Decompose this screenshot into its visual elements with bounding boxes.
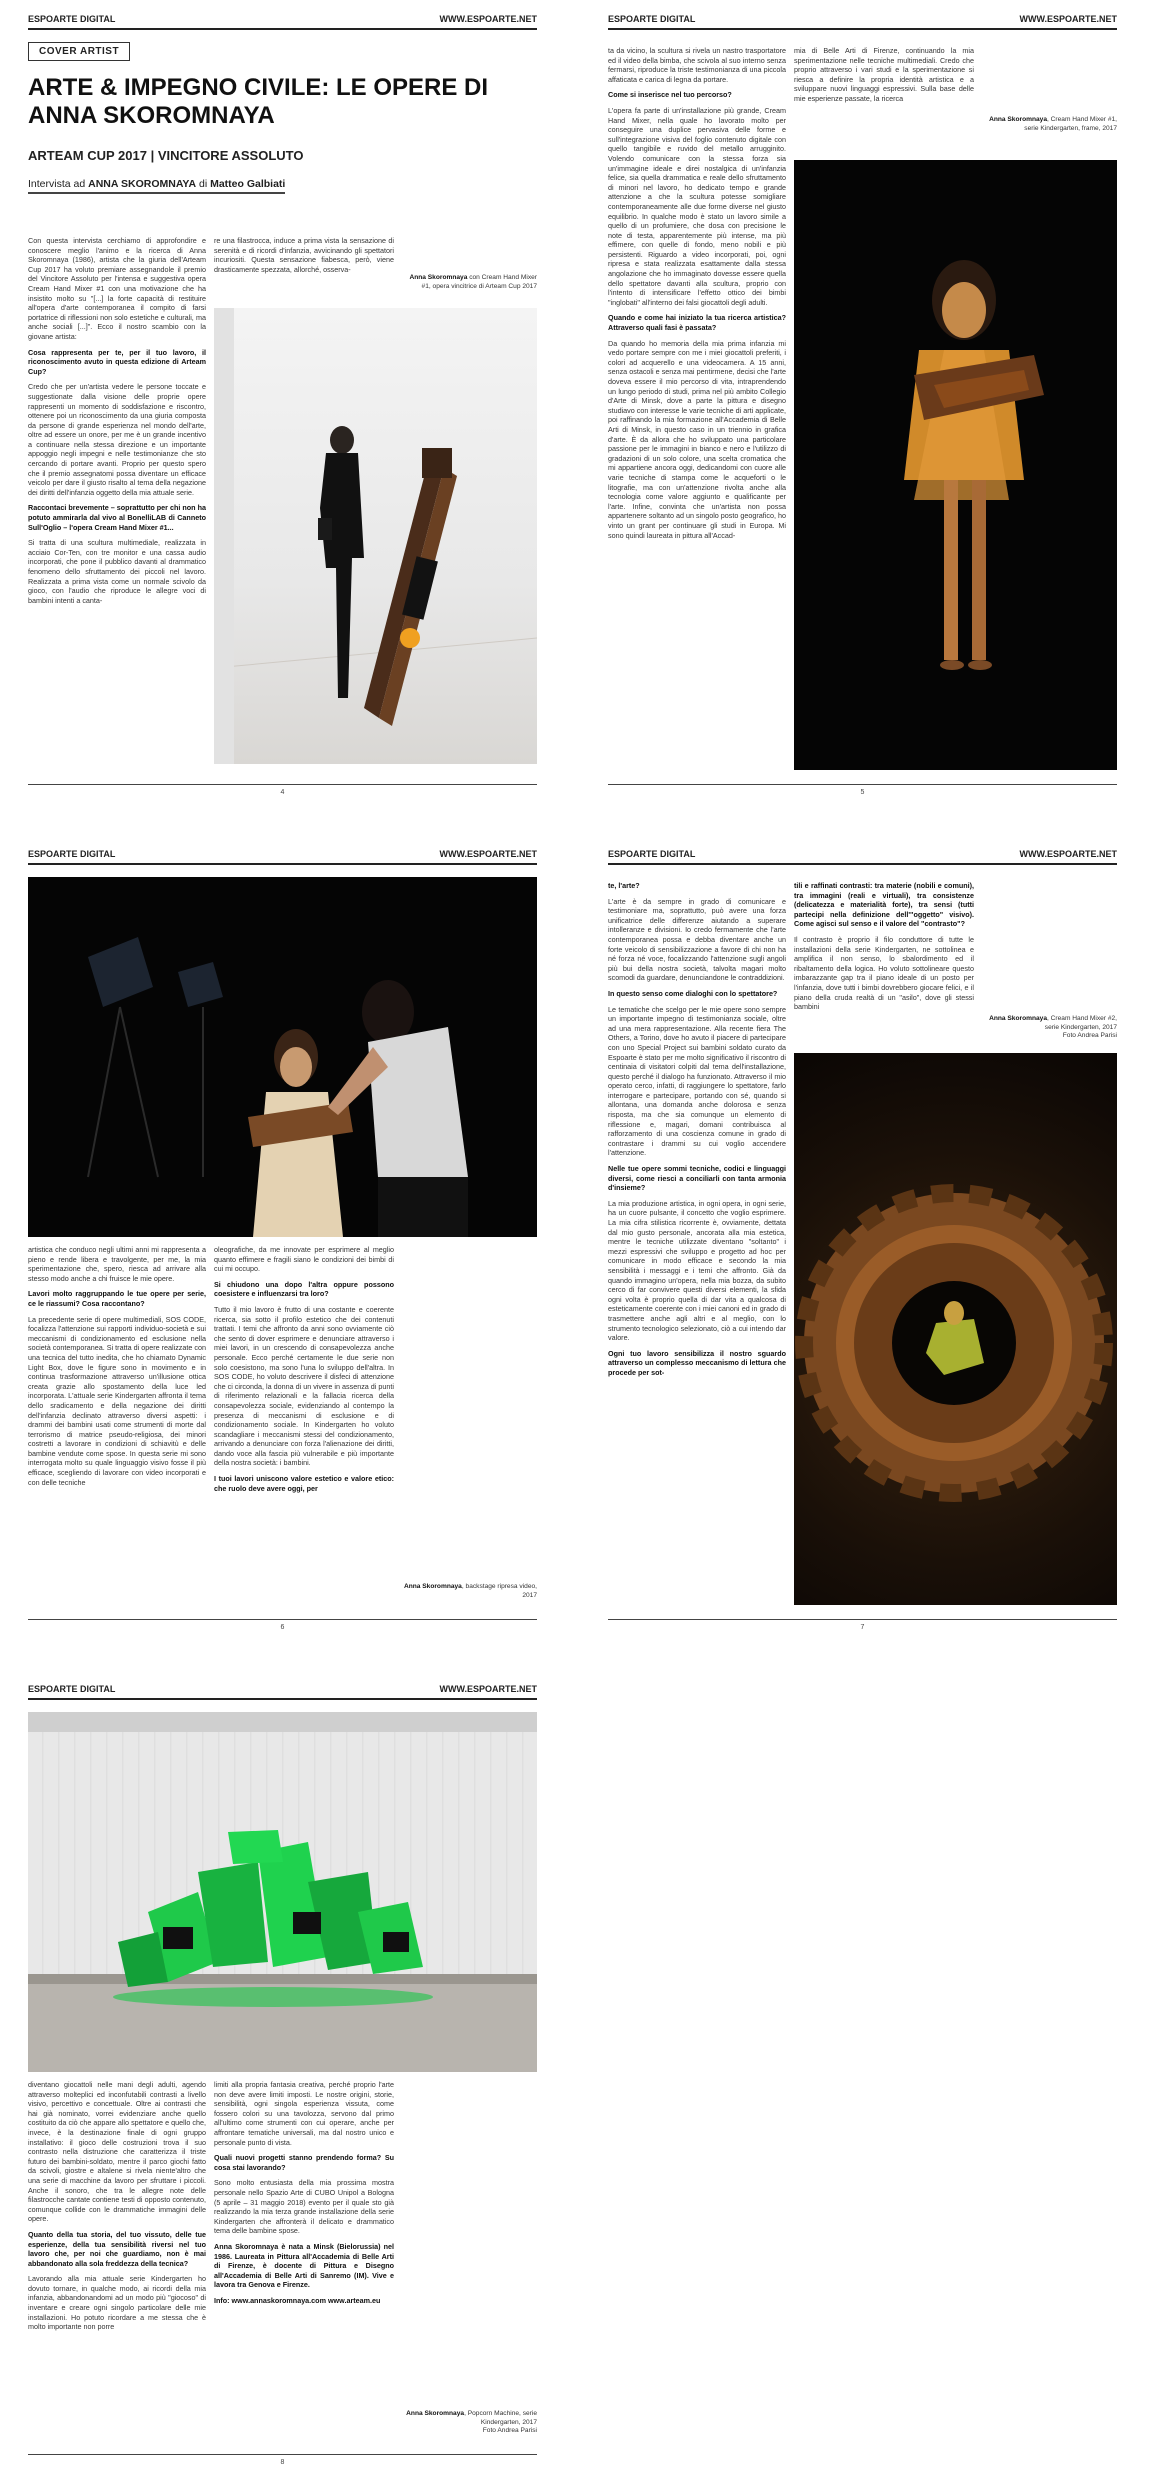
body-paragraph: re una filastrocca, induce a prima vista la sensazione di serenità e di ricordi d'infanzia, avvicinando gli spettatori incuriositi. Questa sensazione fiabesca, però, viene drasticamente spezzata, allorché, osserva- [214,236,394,274]
question-paragraph: te, l'arte? [608,881,640,890]
page-5 [580,0,1145,810]
photo-caption: Anna Skoromnaya, Cream Hand Mixer #2, serie Kindergarten, 2017 Foto Andrea Parisi [989,1015,1117,1039]
question-paragraph: Quanto della tua storia, del tuo vissuto, delle tue esperienze, della tua sensibilità riversi nel tuo lavoro che, per noi che guardiamo, non è mai abbandonato alla sola freddezza della tecnica? [28,2229,206,2268]
body-paragraph: oleografiche, da me innovate per esprimere al meglio quanto effimere e fragili siano le condizioni dei bimbi di cui mi occupo. [214,1245,394,1274]
body-paragraph: Con questa intervista cerchiamo di approfondire e conoscere meglio l'animo e la ricerca di Anna Skoromnaya (1986), artista che la giuria dell'Arteam Cup 2017 ha voluto premiare assegnandole il premio del Vincitore Assoluto per l'intensa e suggestiva opera Cream Hand Mixer #1 con una motivazione che ha insistito molto su "[...] la forte capacità di restituire all'opera d'arte contemporanea il compito di farsi portatrice di riflessioni non solo estetiche e culturali, ma anche sociali [...]". Ecco il nostro scambio con la giovane artista: [28,236,206,341]
byline-author: Matteo Galbiati [210,178,286,190]
question-paragraph: Ogni tuo lavoro sensibilizza il nostro sguardo attraverso un complesso meccanismo di lettura che procede per sot- [608,1348,786,1377]
photo-caption: Anna Skoromnaya, Popcorn Machine, serie Kindergarten, 2017 Foto Andrea Parisi [406,2410,537,2434]
page-number: 8 [28,2454,537,2466]
text-column-2 [214,1245,394,1601]
body-paragraph: limiti alla propria fantasia creativa, perché proprio l'arte non deve avere limiti imposti. Le nostre origini, storie, sensibilità, ogni singola esperienza vissuta, come fossero colori su una tavolozza, servono dal primo all'ultimo come strumenti con cui operare, anche per affrontare tematiche universali, ma dal nostro unico e personale punto di vista. [214,2080,394,2147]
body-paragraph: L'opera fa parte di un'installazione più grande, Cream Hand Mixer, nella quale ho lavorato molto per conseguire una duplice pervasiva delle forme e sull'integrazione visiva del foglio contenuto digitale con quello tangibile e ruvido del metallo arrugginito. Volendo comunicare con la stessa forza sia un'immagine ideale e direi nostalgica di un'infanzia felice, sia quella drammatica e reale dello sfruttamento di minori nel lavoro, ho dedicato tempo e grande attenzione a che la scultura potesse somigliare contemporaneamente alle due forme diverse nel giusto equilibrio. In qualche modo è stato un lavoro simile a quello di un profumiere, che dosa con precisione le note di testa, apparentemente più intense, ma più effimere, con quelle di fondo, meno nobili e più persistenti. Riguardo a video incorporati, poi, ogni ripresa e stata realizzata esattamente dalla stessa angolazione che ho immaginato dovesse essere quella dello spettatore davanti alla scultura, proprio con l'intento di intensificare l'effetto ottico dei bimbi "inglobati" all'interno dei falsi giocattoli degli adulti. [608,105,786,307]
body-paragraph: artistica che conduco negli ultimi anni mi rappresenta a pieno e rende libera e travolgente, per me, la mia sperimentazione che, spero, riesca ad arrivare alla stesso modo anche a chi fruisce le mie opere. [28,1245,206,1283]
body-paragraph: Tutto il mio lavoro è frutto di una costante e coerente ricerca, sia sotto il profilo estetico che dei contenuti trattati. I temi che affronto da anni sono ovviamente ciò che sento di dover esprimere e denunciare attraverso i miei lavori, in un crescendo di consapevolezza anche personale. Ecco perché certamente le due serie non solo coesistono, ma sono l'una lo sviluppo dell'altra. In SOS CODE, ho voluto descrivere il disfeci di attenzione che ci circonda, la donna di un vivere in assenza di punti di riferimento relazionali e la fallacia ricerca della consapevolezza sociale, evidenziando al contempo la presenza di meccanismi di esclusione e di condizionamento sociale. In Kindergarten ho voluto scandagliare i meccanismi stessi del condizionamento, arrivando a denunciare con forza l'alienazione dei diritti, dando voce alla fascia più vulnerabile e più importante della nostra società: i bambini. [214,1304,394,1468]
photo-popcorn-machine-installation [28,1712,537,2072]
header-left: ESPOARTE DIGITAL [608,14,696,24]
header-left: ESPOARTE DIGITAL [28,1684,116,1694]
text-column-2 [794,881,974,1021]
question-paragraph: Anna Skoromnaya è nata a Minsk (Bielorussia) nel 1986. Laureata in Pittura all'Accademia di Belle Arti di Firenze, è docente di Pittura e Disegno all'Accademia di Belle Arti di Sanremo (IM). Vive e lavora tra Genova e Firenze. [214,2241,394,2290]
page-header [28,849,537,865]
page-header [608,14,1117,30]
question-paragraph: Raccontaci brevemente – soprattutto per chi non ha potuto ammirarla dal vivo al BonelliLAB di Canneto Sull'Oglio – l'opera Cream Hand Mixer #1... [28,503,206,532]
header-right: WWW.ESPOARTE.NET [439,849,537,859]
page-8 [0,1670,565,2480]
page-4 [0,0,565,810]
backstage-illustration [28,877,537,1237]
question-paragraph: Si chiudono una dopo l'altra oppure possono coesistere e influenzarsi tra loro? [214,1279,394,1299]
article-subtitle: ARTEAM CUP 2017 | VINCITORE ASSOLUTO [28,148,304,163]
page-number: 4 [28,784,537,796]
byline-pre: Intervista ad [28,178,89,190]
page-header [608,849,1117,865]
photo-caption: Anna Skoromnaya con Cream Hand Mixer #1, opera vincitrice di Arteam Cup 2017 [409,274,537,290]
body-paragraph: Credo che per un'artista vedere le persone toccate e suggestionate dalla visione delle proprie opere rappresenti un momento di soddisfazione e riscontro, ottenere poi un riconoscimento da una giuria composta da persone di grande esperienza nel mondo dell'arte, oltre ad essere un onore, per me è un grande incentivo a continuare nella stessa direzione e un importante appoggio negli impegni e nelle testimonianze che sto cercando di portare avanti. Proprio per questo spero che il premio assegnatomi possa diventare un efficace veicolo per dare il giusto risalto al tema della negazione dei diritti dell'infanzia oggetto della mia attuale serie. [28,382,206,497]
page-number: 7 [608,1619,1117,1631]
question-paragraph: Quando e come hai iniziato la tua ricerca artistica? Attraverso quali fasi è passata? [608,313,786,333]
text-column-1 [608,46,786,770]
text-column-1 [608,881,786,1605]
body-paragraph: mia di Belle Arti di Firenze, continuando la mia sperimentazione nelle tecniche multimediali. Credo che proprio attraverso i vari studi e la sperimentazione si riesca a definire la propria identità artistica e a sviluppare nuovi linguaggi espressivi. Sulla base delle mie esperienze passate, la ricerca [794,46,974,103]
page-header [28,1684,537,1700]
sculpture-illustration [214,308,537,764]
section-badge: COVER ARTIST [28,42,130,61]
photo-caption: Anna Skoromnaya, Cream Hand Mixer #1, serie Kindergarten, frame, 2017 [989,116,1117,132]
text-column-1 [28,1245,206,1601]
header-right: WWW.ESPOARTE.NET [439,1684,537,1694]
question-paragraph: Nelle tue opere sommi tecniche, codici e linguaggi diversi, come riesci a conciliarli con tanta armonia d'insieme? [608,1164,786,1193]
header-left: ESPOARTE DIGITAL [28,14,116,24]
body-paragraph: L'arte è da sempre in grado di comunicare e testimoniare ma, soprattutto, può avere una forza unificatrice delle differenze aiutando a superare intolleranze e divisioni. Io credo fermamente che l'arte contemporanea possa e debba diventare anche un forte veicolo di sensibilizzazione a favore di chi non ha né forza né voce, focalizzando l'attenzione sugli angoli più bui della nostra società, talvolta magari molto scomodi da guardare, denunciandone le contraddizioni. [608,896,786,983]
header-right: WWW.ESPOARTE.NET [439,14,537,24]
installation-illustration [28,1712,537,2072]
question-paragraph: Lavori molto raggruppando le tue opere per serie, ce le riassumi? Cosa raccontano? [28,1289,206,1308]
body-paragraph: Da quando ho memoria della mia prima infanzia mi vedo portare sempre con me i miei giocattoli preferiti, i colori ad acquerello e una videocamera. A 15 anni, senza ostacoli e senza mai pentirmene, decisi che l'arte doveva essere il mio percorso di vita, intraprendendo un lungo periodo di studi, prima nel più ambito Collegio d'Arte di Minsk, dove a parte la pittura e disegno studiavo con interesse le varie tecniche di arti applicate, poi raffinando la mia formazione all'Accademia di Belle Arti di Minsk, in questo caso in un triennio in grafica d'arte. È da allora che ho sviluppato una particolare passione per le immagini in bianco e nero e l'utilizzo di gradazioni di un solo colore, una scelta cromatica che mi appartiene ancora oggi, dedicandomi con cuore alle varie tecniche di stampa come le acqueforti o le litografie, ma con un'attenzione rivolta anche alla tecnologia come valore aggiunto e qualificante per l'arte. Infine, convinta che un'artista non possa appartenere soltanto ad un singolo posto geografico, ho vinto un grant per continuare gli studi in Europa. Mi sono quindi laureata in pittura all'Accad- [608,338,786,540]
page-number: 6 [28,1619,537,1631]
question-paragraph: Come si inserisce nel tuo percorso? [608,90,732,100]
gear-illustration [794,1053,1117,1605]
question-paragraph: tili e raffinati contrasti: tra materie (nobili e comuni), tra immagini (reali e virtuali), tra consistenze (delicatezza e materialità forte), tra sensi (tutti partecipi nella definizione dell'"oggetto" visivo). Come agisci sul senso e il valore del "contrasto"? [794,881,974,929]
byline-mid: di [196,178,211,190]
body-paragraph: diventano giocattoli nelle mani degli adulti, agendo attraverso molteplici ed inconfutabili contrasti a livello visivo, percettivo e concettuale. Oltre ai contrasti che hai già nominato, vorrei evidenziare anche quello costituito da ciò che appare allo spettatore e quello che, invece, è la destinazione finale di ogni gruppo installativo: il gioco delle costruzioni trova il suo contrasto nella distruzione che caratterizza il triste futuro dei bambini-soldato, mentre il parco giochi fatto da scivoli, giostre e altalene si rivela niente'altro che una serie di macchine da lavoro per sfruttare i piccoli. Anche il sonoro, che tra le allegre note delle filastrocche cantate contiene testi di opposto contenuto, comunque collide con le drammatiche immagini delle opere. [28,2080,206,2224]
header-right: WWW.ESPOARTE.NET [1019,849,1117,859]
photo-artist-with-sculpture [214,308,537,764]
text-column-2 [214,2080,394,2436]
photo-girl-carrying-wood [794,160,1117,770]
body-paragraph: La precedente serie di opere multimediali, SOS CODE, focalizza l'attenzione sui rapporti individuo-società e sui meccanismi di condizionamento ed esclusione nella società contemporanea. Si tratta di opere realizzate con una tecnica del tutto inedita, che ho chiamato Dynamic Light Box, dove le figure sono in movimento e in continua trasformazione attraverso un'illusione ottica creata grazie allo spostamento della luce led incorporata. L'attuale serie Kindergarten affronta il tema dello sradicamento e della negazione dei diritti dell'infanzia declinato attraverso diversi aspetti: i drammi dei bambini usati come strumenti di morte dal terrorismo di matrice pseudo-religiosa, dei minori costretti a lavorare in condizioni di schiavitù e delle bambine vendute come spose. In questa serie mi sono interrogata molto su quale linguaggio visivo fosse il più efficace, scegliendo di lavorare con video incorporati e con delle tecniche [28,1314,206,1487]
header-left: ESPOARTE DIGITAL [608,849,696,859]
question-paragraph: Quali nuovi progetti stanno prendendo forma? Su cosa stai lavorando? [214,2153,394,2172]
page-7 [580,835,1145,1645]
question-paragraph: I tuoi lavori uniscono valore estetico e valore etico: che ruolo deve avere oggi, per [214,1474,394,1493]
header-right: WWW.ESPOARTE.NET [1019,14,1117,24]
text-column-2 [214,236,394,278]
page-number: 5 [608,784,1117,796]
byline-artist: ANNA SKOROMNAYA [88,178,197,190]
body-paragraph: Le tematiche che scelgo per le mie opere sono sempre un importante impegno di testimonianza sociale, oltre ad una mera rappresentazione. Alla recente fiera The Others, a Torino, dove ho avuto il piacere di partecipare con uno Special Project sui bambini soldato curato da Espoarte è stato per me molto significativo il riscontro di centinaia di visitatori colpiti dal tema dell'installazione, questo perché il dialogo ha funzionato. Attraverso il mio operato cerco, infatti, di raggiungere lo spettatore, farlo interrogare e partecipare, portando con sé, quando si allontana, una domanda anche dolorosa e senza risposta, ma che sia comunque un elemento di riflessione e, magari, domani contribuisca al rafforzamento di una coscienza comune in grado di contrastare i drammi su cui voglio accendere l'attenzione. [608,1004,786,1158]
page-header [28,14,537,30]
body-paragraph: Il contrasto è proprio il filo conduttore di tutte le installazioni della serie Kindergarten, ne sottolinea e amplifica il non senso, lo sbalordimento ed il ribaltamento della logica. Ho voluto sottolineare questo imbarazzante gap tra il piano ideale di un posto per l'infanzia, dove tutti i bimbi dovrebbero giocare felici, e il piano della cruda realtà di un "asilo", dove gli stessi bambini [794,934,974,1012]
body-paragraph: Si tratta di una scultura multimediale, realizzata in acciaio Cor-Ten, con tre monitor e una cassa audio incorporati, che pone il pubblico davanti al drammatico fenomeno dello sfruttamento dei piccoli nel lavoro. Realizzata a prima vista come un normale scivolo da gioco, con l'audio che riproduce le allegre voci di bambini intenti a canta- [28,538,206,605]
text-column-1 [28,2080,206,2436]
girl-illustration [794,160,1117,770]
photo-caption: Anna Skoromnaya, backstage ripresa video, 2017 [403,1583,537,1599]
text-column-1 [28,236,206,756]
article-title: ARTE & IMPEGNO CIVILE: LE OPERE DI ANNA SKOROMNAYA [28,74,489,129]
body-paragraph: Sono molto entusiasta della mia prossima mostra personale nello Spazio Arte di CUBO Unipol a Bologna (5 aprile – 31 maggio 2018) evento per il quale sto già realizzando la mia terza grande installazione della serie Kindergarten che affronterà il delicato e drammatico tema delle bambine spose. [214,2178,394,2236]
question-paragraph: Cosa rappresenta per te, per il tuo lavoro, il riconoscimento avuto in questa edizione di Arteam Cup? [28,347,206,376]
body-paragraph: ta da vicino, la scultura si rivela un nastro trasportatore ed il video della bimba, che scivola al suo interno senza fermarsi, riproduce la triste testimonianza di una piccola affaticata e carica di legna da portare. [608,46,786,84]
header-left: ESPOARTE DIGITAL [28,849,116,859]
page-6 [0,835,565,1645]
question-paragraph: In questo senso come dialoghi con lo spettatore? [608,988,778,998]
question-paragraph: Info: www.annaskoromnaya.com www.arteam.eu [214,2295,381,2305]
text-column-2 [794,46,974,124]
body-paragraph: La mia produzione artistica, in ogni opera, in ogni serie, ha un cuore pulsante, il concetto che voglio esprimere. La mia cifra stilistica ricorrente è, ovviamente, dettata dal mio gusto personale, ancorata alla mia estetica, mentre le tecniche utilizzate diventano "soltanto" i mezzi espressivi che sviluppo e progetto ad hoc per comunicare in modo efficace e secondo la mia sensibilità i messaggi e i temi che affronto. Già da quando immagino un'opera, nella mia bozza, da subito cerco di far convivere questi diversi elementi, la sfida ogni volta è proprio quella di dar vita a qualcosa di esteticamente coerente con i miei canoni ed in grado di trasmettere anche agli altri e al meglio, con lo strumento tecnologico selezionato, ciò a cui intendo dar valore. [608,1198,786,1343]
photo-rusty-gear [794,1053,1117,1605]
byline [28,178,285,194]
body-paragraph: Lavorando alla mia attuale serie Kindergarten ho dovuto tornare, in qualche modo, ai ricordi della mia infanzia, abbandonandomi ad un modo più "giocoso" di inventare e creare ogni singolo particolare delle mie installazioni. Ho potuto ricordare a me stessa che è molto importante non porre [28,2274,206,2332]
photo-video-backstage [28,877,537,1237]
